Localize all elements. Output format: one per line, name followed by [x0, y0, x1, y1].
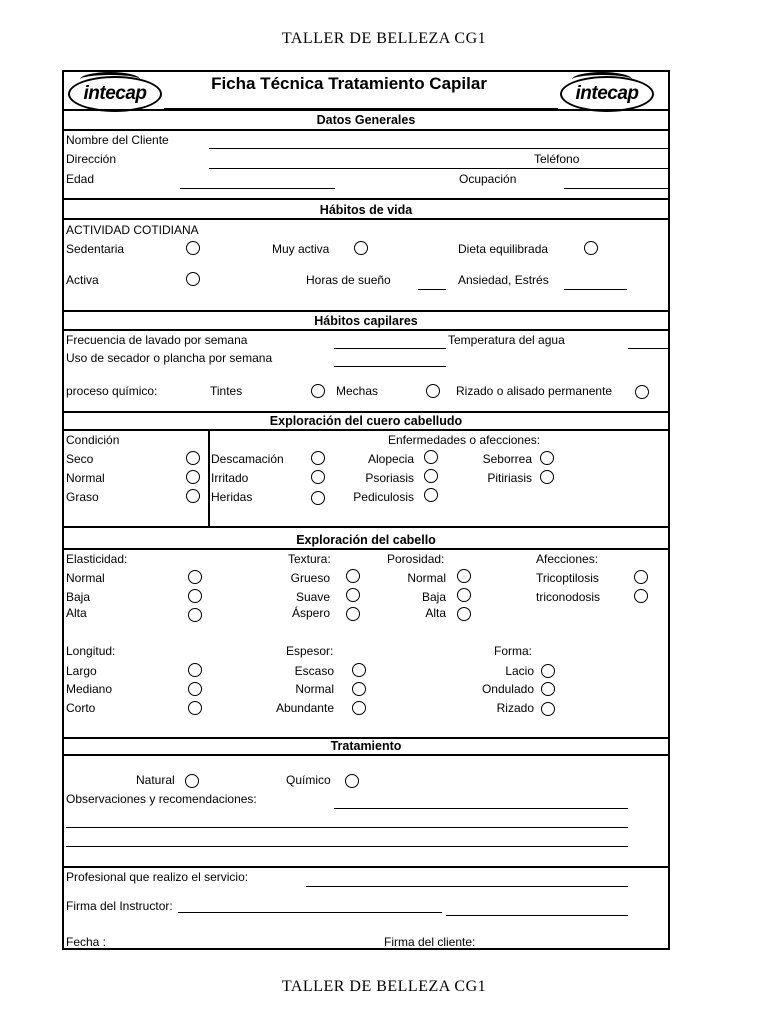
descamacion-label: Descamación: [211, 452, 284, 466]
tricoptilosis-label: Tricoptilosis: [536, 571, 599, 585]
intecap-logo-left: intecap: [68, 76, 162, 112]
tintes-radio[interactable]: [311, 384, 325, 398]
rizado-radio[interactable]: [541, 702, 555, 716]
heridas-label: Heridas: [211, 490, 253, 504]
graso-radio[interactable]: [186, 489, 200, 503]
seco-label: Seco: [66, 452, 94, 466]
triconodosis-label: triconodosis: [536, 590, 601, 604]
psoriasis-label: Psoriasis: [365, 471, 414, 485]
ondulado-radio[interactable]: [541, 682, 555, 696]
firma-cliente-label: Firma del cliente:: [384, 935, 476, 949]
direccion-label: Dirección: [66, 152, 117, 166]
ondulado-label: Ondulado: [481, 682, 534, 696]
observaciones-line-3[interactable]: [66, 846, 628, 847]
section-cabello: Exploración del cabello: [296, 533, 436, 547]
largo-label: Largo: [66, 664, 97, 678]
condicion-label: Condición: [66, 433, 120, 447]
mechas-label: Mechas: [336, 384, 379, 398]
longitud-label: Longitud:: [66, 644, 116, 658]
pediculosis-radio[interactable]: [424, 488, 438, 502]
horas-sueno-field[interactable]: [418, 289, 446, 290]
afecciones-label: Afecciones:: [536, 552, 599, 566]
mediano-label: Mediano: [66, 682, 113, 696]
ansiedad-label: Ansiedad, Estrés: [458, 273, 549, 287]
tricoptilosis-radio[interactable]: [634, 570, 648, 584]
elasticidad-baja-label: Baja: [66, 590, 91, 604]
section-habitos-vida: Hábitos de vida: [319, 203, 413, 217]
technical-sheet-form: [62, 70, 670, 950]
porosidad-alta-radio[interactable]: [457, 607, 471, 621]
page-header: TALLER DE BELLEZA CG1: [281, 30, 487, 47]
secador-label: Uso de secador o plancha por semana: [66, 351, 273, 365]
escaso-radio[interactable]: [352, 663, 366, 677]
aspero-label: Áspero: [291, 606, 330, 620]
edad-label: Edad: [66, 172, 95, 186]
section-habitos-capilares: Hábitos capilares: [314, 314, 418, 328]
sedentaria-label: Sedentaria: [66, 242, 125, 256]
direccion-field[interactable]: [209, 168, 670, 169]
ocupacion-label: Ocupación: [459, 172, 517, 186]
horas-sueno-label: Horas de sueño: [306, 273, 391, 287]
rizado-label: Rizado: [496, 701, 534, 715]
porosidad-label: Porosidad:: [387, 552, 445, 566]
form-title: Ficha Técnica Tratamiento Capilar: [211, 74, 487, 93]
muy-activa-label: Muy activa: [272, 242, 330, 256]
seborrea-radio[interactable]: [540, 451, 554, 465]
observaciones-label: Observaciones y recomendaciones:: [66, 792, 257, 806]
natural-radio[interactable]: [185, 774, 199, 788]
section-tratamiento: Tratamiento: [330, 739, 402, 753]
triconodosis-radio[interactable]: [634, 589, 648, 603]
elasticidad-alta-label: Alta: [66, 606, 87, 620]
escaso-label: Escaso: [294, 664, 334, 678]
heridas-radio[interactable]: [311, 491, 325, 505]
firma-instructor-label: Firma del Instructor:: [66, 899, 173, 913]
porosidad-baja-radio[interactable]: [457, 588, 471, 602]
rizado-permanente-radio[interactable]: [635, 385, 649, 399]
intecap-logo-right: intecap: [560, 76, 654, 112]
alopecia-label: Alopecia: [367, 452, 414, 466]
section-datos-generales: Datos Generales: [316, 113, 416, 127]
elasticidad-baja-radio[interactable]: [188, 589, 202, 603]
corto-radio[interactable]: [188, 701, 202, 715]
profesional-label: Profesional que realizo el servicio:: [66, 870, 249, 884]
telefono-label: Teléfono: [534, 152, 580, 166]
espesor-normal-label: Normal: [295, 682, 334, 696]
pitiriasis-label: Pitiriasis: [487, 471, 532, 485]
espesor-label: Espesor:: [286, 644, 334, 658]
proceso-label: proceso químico:: [66, 384, 158, 398]
psoriasis-radio[interactable]: [424, 469, 438, 483]
edad-field[interactable]: [180, 188, 335, 189]
quimico-label: Químico: [286, 773, 331, 787]
elasticidad-normal-label: Normal: [66, 571, 105, 585]
seborrea-label: Seborrea: [482, 452, 532, 466]
aspero-radio[interactable]: [346, 607, 360, 621]
dieta-label: Dieta equilibrada: [458, 242, 549, 256]
fecha-label: Fecha :: [66, 935, 107, 949]
porosidad-alta-label: Alta: [425, 606, 446, 620]
section-cuero-cabelludo: Exploración del cuero cabelludo: [269, 414, 463, 428]
quimico-radio[interactable]: [345, 774, 359, 788]
observaciones-line-2[interactable]: [66, 827, 628, 828]
pitiriasis-radio[interactable]: [540, 470, 554, 484]
tintes-label: Tintes: [210, 384, 243, 398]
suave-radio[interactable]: [346, 588, 360, 602]
enfermedades-label: Enfermedades o afecciones:: [388, 433, 541, 447]
porosidad-normal-radio[interactable]: [457, 569, 471, 583]
largo-radio[interactable]: [188, 663, 202, 677]
mediano-radio[interactable]: [188, 682, 202, 696]
irritado-radio[interactable]: [311, 470, 325, 484]
observaciones-line-1[interactable]: [334, 808, 628, 809]
activa-radio[interactable]: [186, 272, 200, 286]
elasticidad-normal-radio[interactable]: [188, 570, 202, 584]
grueso-label: Grueso: [290, 571, 330, 585]
dieta-radio[interactable]: [584, 241, 598, 255]
irritado-label: Irritado: [211, 471, 249, 485]
textura-label: Textura:: [288, 552, 331, 566]
lacio-label: Lacio: [505, 664, 534, 678]
ansiedad-field[interactable]: [564, 289, 627, 290]
pediculosis-label: Pediculosis: [353, 490, 414, 504]
forma-label: Forma:: [494, 644, 533, 658]
graso-label: Graso: [66, 490, 99, 504]
cuero-normal-label: Normal: [66, 471, 105, 485]
sedentaria-radio[interactable]: [186, 241, 200, 255]
cuero-normal-radio[interactable]: [186, 470, 200, 484]
muy-activa-radio[interactable]: [354, 241, 368, 255]
firma-instructor-field-2[interactable]: [446, 915, 628, 916]
seco-radio[interactable]: [186, 451, 200, 465]
porosidad-baja-label: Baja: [421, 590, 446, 604]
temperatura-label: Temperatura del agua: [448, 333, 565, 347]
ocupacion-field[interactable]: [564, 188, 670, 189]
descamacion-radio[interactable]: [311, 451, 325, 465]
firma-instructor-field[interactable]: [178, 912, 442, 913]
lacio-radio[interactable]: [541, 664, 555, 678]
grueso-radio[interactable]: [346, 569, 360, 583]
activa-label: Activa: [66, 273, 99, 287]
natural-label: Natural: [136, 773, 175, 787]
frecuencia-field[interactable]: [334, 348, 446, 349]
suave-label: Suave: [295, 590, 330, 604]
abundante-radio[interactable]: [352, 701, 366, 715]
temperatura-field[interactable]: [628, 348, 670, 349]
corto-label: Corto: [66, 701, 96, 715]
profesional-field[interactable]: [306, 886, 628, 887]
frecuencia-label: Frecuencia de lavado por semana: [66, 333, 248, 347]
elasticidad-label: Elasticidad:: [66, 552, 128, 566]
nombre-label: Nombre del Cliente: [66, 133, 169, 147]
rizado-permanente-label: Rizado o alisado permanente: [456, 384, 613, 398]
secador-field[interactable]: [334, 366, 446, 367]
alopecia-radio[interactable]: [424, 450, 438, 464]
abundante-label: Abundante: [275, 701, 334, 715]
porosidad-normal-label: Normal: [407, 571, 446, 585]
elasticidad-alta-radio[interactable]: [188, 608, 202, 622]
nombre-field[interactable]: [209, 148, 670, 149]
mechas-radio[interactable]: [426, 384, 440, 398]
page-footer: TALLER DE BELLEZA CG1: [281, 978, 487, 995]
espesor-normal-radio[interactable]: [352, 682, 366, 696]
actividad-label: ACTIVIDAD COTIDIANA: [66, 223, 199, 237]
